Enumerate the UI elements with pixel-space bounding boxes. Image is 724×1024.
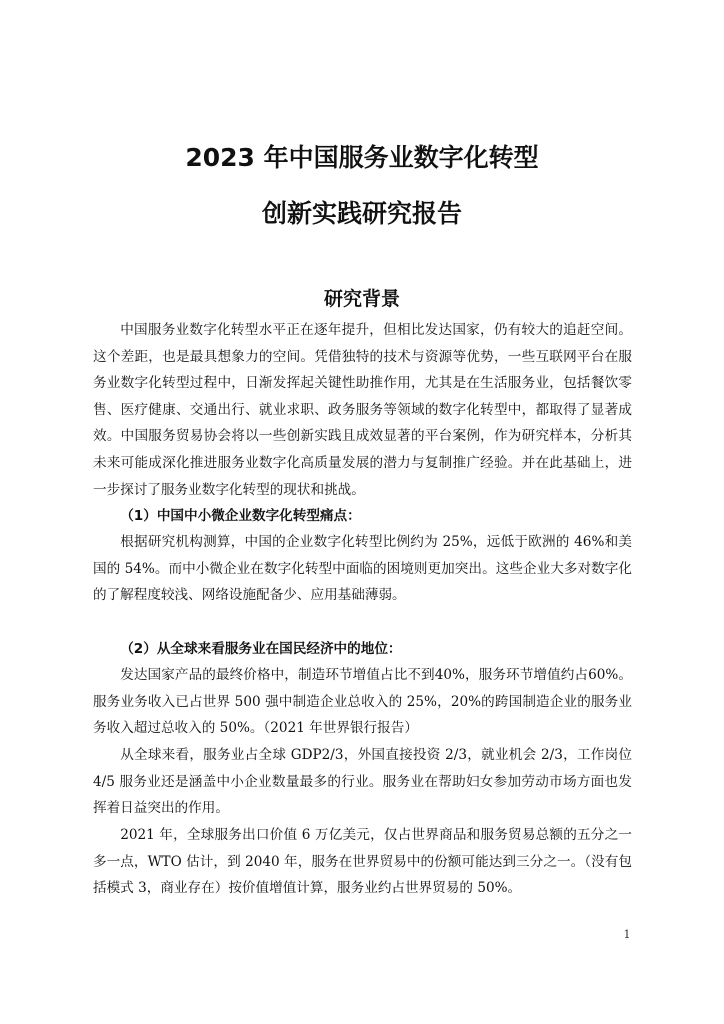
page-number: 1 [623, 928, 631, 941]
subheading-global-service-status: （2）从全球来看服务业在国民经济中的地位： [120, 641, 402, 657]
report-title-line-2: 创新实践研究报告 [261, 199, 462, 228]
report-title-line-1: 2023 年中国服务业数字化转型 [185, 143, 539, 172]
paragraph-global-gdp-share: 从全球来看，服务业占全球 GDP2/3，外国直接投资 2/3，就业机会 2/3，工作岗位 4/5 服务业还是涵盖中小企业数量最多的行业。服务业在帮助妇女参加劳动市场方面也发挥着日益突出的作用。 [93, 747, 632, 817]
paragraph-sme-digital-ratio: 根据研究机构测算，中国的企业数字化转型比例约为 25%，远低于欧洲的 46%和美国的 54%。而中小微企业在数字化转型中面临的困境则更加突出。这些企业大多对数字化的了解程度较浅、网络设施配备少、应用基础薄弱。 [93, 534, 632, 604]
paragraph-service-exports: 2021 年，全球服务出口价值 6 万亿美元，仅占世界商品和服务贸易总额的五分之一多一点，WTO 估计，到 2040 年，服务在世界贸易中的份额可能达到三分之一。（没有包括模式 3，商业存在）按价值增值计算，服务业约占世界贸易的 50%。 [93, 827, 632, 897]
paragraph-intro: 中国服务业数字化转型水平正在逐年提升，但相比发达国家，仍有较大的追赶空间。这个差距，也是最具想象力的空间。凭借独特的技术与资源等优势，一些互联网平台在服务业数字化转型过程中，日渐发挥起关键性助推作用，尤其是在生活服务业，包括餐饮零售、医疗健康、交通出行、就业求职、政务服务等领域的数字化转型中，都取得了显著成效。中国服务贸易协会将以一些创新实践且成效显著的平台案例，作为研究样本，分析其未来可能成深化推进服务业数字化高质量发展的潜力与复制推广经验。并在此基础上，进一步探讨了服务业数字化转型的现状和挑战。 [93, 322, 632, 498]
paragraph-value-added-share: 发达国家产品的最终价格中，制造环节增值占比不到40%，服务环节增值约占60%。服务业务收入已占世界 500 强中制造企业总收入的 25%，20%的跨国制造企业的服务业务收入超过总收入的 50%。（2021 年世界银行报告） [93, 667, 632, 737]
subheading-sme-pain-points: （1）中国中小微企业数字化转型痛点： [120, 508, 361, 524]
section-heading-research-background: 研究背景 [323, 288, 400, 310]
